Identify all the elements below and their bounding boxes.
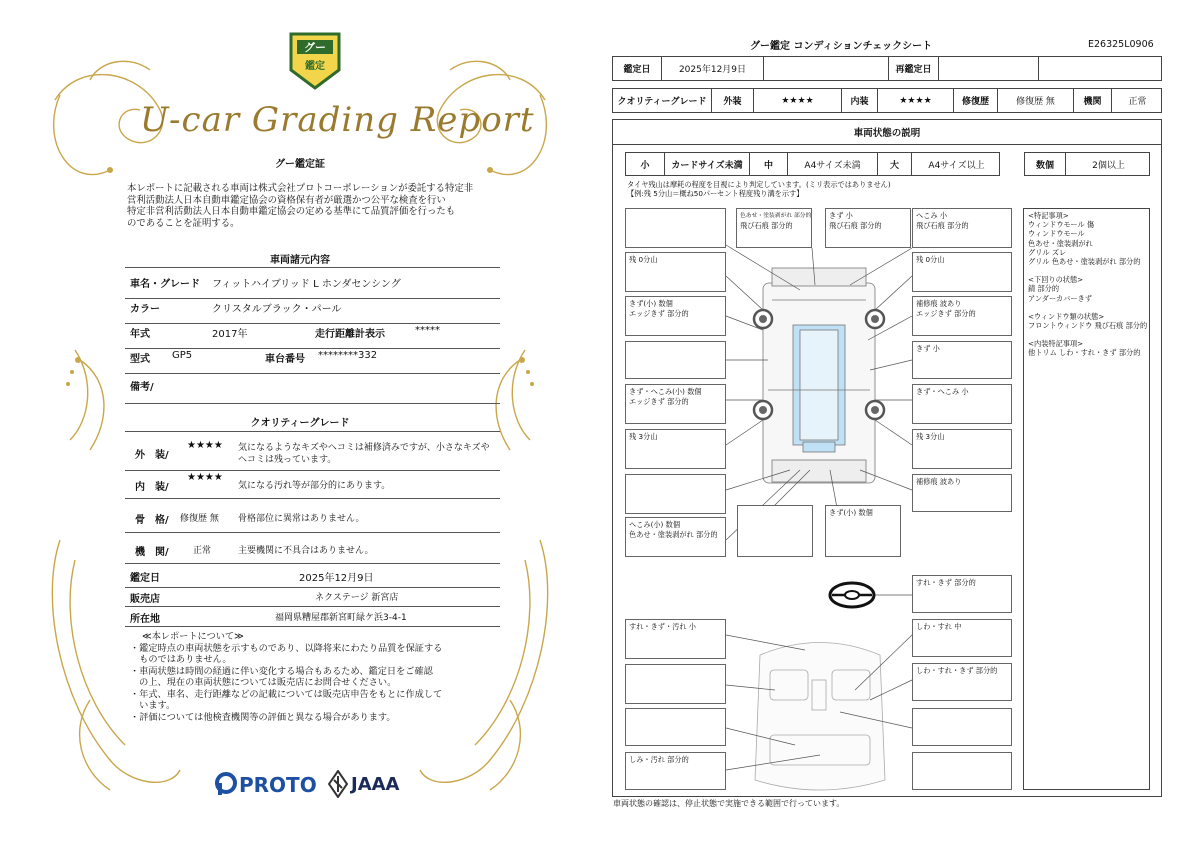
note-line: ・評価については他検査機関等の評価と異なる場合があります。: [130, 711, 396, 723]
spec-heading: 車両諸元内容: [270, 255, 330, 266]
damage-label: [625, 208, 726, 248]
interior-label: しわ・すれ 中: [912, 619, 1012, 657]
spec-value: *****: [415, 325, 440, 336]
spec-label: 型式: [130, 354, 150, 365]
note-line: フロントウィンドウ 飛び石痕 部分的: [1028, 321, 1148, 331]
interior-stars: ★★★★: [877, 89, 953, 112]
quality-label: クオリティーグレード: [617, 97, 707, 107]
spacer: [1028, 303, 1145, 312]
intro-line: 営利活動法人日本自動車鑑定協会の資格保有者が厳選かつ公平な検査を行い: [127, 194, 446, 206]
damage-label: へこみ 小 飛び石痕 部分的: [912, 208, 1012, 248]
grade-label: 骨 格/: [135, 515, 169, 526]
star-rating: ★★★★: [187, 472, 223, 483]
note-line: 色あせ・塗装剥がれ: [1028, 238, 1093, 248]
engine-value: 正常: [1111, 89, 1163, 112]
spec-value: 2017年: [212, 329, 248, 340]
spec-row-name: [125, 275, 500, 299]
note-line: <下回りの状態>: [1028, 275, 1084, 285]
svg-text:グー: グー: [304, 41, 326, 54]
tire-note: タイヤ残山は摩耗の程度を目視により判定しています。(ミリ表示ではありません): [627, 180, 891, 189]
address-label: 所在地: [130, 614, 160, 625]
spec-value: ********332: [318, 350, 378, 361]
spec-label: カラー: [130, 304, 160, 315]
interior-label: [625, 664, 726, 704]
svg-text:鑑定: 鑑定: [305, 61, 325, 72]
address-value: 福岡県糟屋郡新宮町緑ケ浜3-4-1: [275, 613, 407, 623]
condition-heading: 車両状態の説明: [612, 119, 1162, 145]
grade-text: 気になる汚れ等が部分的にあります。: [238, 481, 391, 491]
date-label: 鑑定日: [623, 65, 651, 75]
notes-heading: ≪本レポートについて≫: [142, 631, 244, 642]
spec-label: 走行距離計表示: [315, 329, 385, 340]
note-line: グリル ズレ: [1028, 247, 1067, 257]
spec-row-year: [125, 325, 500, 349]
spec-label: 車名・グレード: [130, 279, 200, 290]
spec-value: クリスタルブラック・パール: [212, 304, 342, 315]
sheet-footer: 車両状態の確認は、停止状態で実施できる範囲で行っています。: [613, 799, 845, 808]
spec-row-model: [125, 350, 500, 374]
grade-value: 修復歴 無: [180, 514, 219, 524]
note-line: ウィンドウモール 傷: [1028, 220, 1095, 230]
size-mid-desc: A4サイズ未満: [787, 153, 877, 175]
grade-value: 正常: [193, 546, 212, 556]
note-line: アンダーカバーきず: [1028, 293, 1092, 303]
note-line: ウィンドウモール: [1028, 229, 1085, 239]
spec-value: GP5: [172, 350, 193, 361]
grade-row-frame: [125, 507, 500, 533]
date-value: 2025年12月9日: [299, 573, 374, 584]
spec-row-remarks: [125, 378, 500, 404]
count-desc: 2個以上: [1065, 153, 1151, 175]
dealer-value: ネクステージ 新宮店: [315, 593, 399, 603]
grade-row-interior: [125, 472, 500, 499]
special-notes: [1023, 208, 1150, 790]
interior-label: しわ・すれ・きず 部分的: [912, 663, 1012, 701]
spec-label: 備考/: [130, 382, 154, 393]
size-mid: 中: [749, 153, 787, 175]
tire-label: 残 3分山: [625, 429, 726, 469]
spacer: [1028, 266, 1145, 275]
certificate-heading: グー鑑定証: [275, 159, 325, 170]
damage-label: きず・へこみ(小) 数個 エッジきず 部分的: [625, 384, 726, 424]
jaaa-logo: JAAA: [351, 774, 400, 795]
exterior-stars: ★★★★: [753, 89, 841, 112]
divider: [125, 430, 500, 432]
certificate-intro: [127, 183, 499, 229]
interior-label: [912, 708, 1012, 746]
size-small-desc: カードサイズ未満: [664, 153, 749, 175]
damage-label: 補修痕 波あり エッジきず 部分的: [912, 296, 1012, 336]
star-rating: ★★★★: [187, 440, 223, 451]
sheet-code: E26325L0906: [1088, 39, 1154, 50]
damage-label: きず(小) 数個 エッジきず 部分的: [625, 296, 726, 336]
interior-label: 内装: [841, 89, 877, 112]
engine-label: 機関: [1073, 89, 1111, 112]
steering-wheel-icon: [830, 583, 874, 607]
tire-label: 残 0分山: [912, 252, 1012, 292]
note-line: <ウィンドウ類の状態>: [1028, 311, 1105, 321]
grade-row-exterior: [125, 438, 500, 471]
size-small: 小: [640, 160, 650, 171]
note-line: います。: [130, 700, 176, 711]
size-large-desc: A4サイズ以上: [911, 153, 1001, 175]
damage-label: きず 小: [912, 341, 1012, 379]
inspection-date-row: [125, 569, 500, 588]
note-line: ものではありません。: [130, 654, 232, 665]
exterior-label: 外装: [711, 89, 753, 112]
count-label: 数個: [1035, 160, 1054, 171]
damage-label: [625, 341, 726, 379]
goo-appraisal-badge: [287, 30, 343, 92]
note-line: グリル 色あせ・塗装剥がれ 部分的: [1028, 257, 1141, 267]
spec-label: 年式: [130, 329, 150, 340]
damage-label: きず・へこみ 小: [912, 384, 1012, 424]
grade-text: 骨格部位に異常はありません。: [238, 514, 365, 524]
interior-label: すれ・きず 部分的: [912, 575, 1012, 613]
proto-logo: PROTO: [239, 773, 317, 797]
tire-note-example: 【例:残 5分山＝概ね50パーセント程度残り溝を示す】: [627, 189, 804, 198]
spacer: [1028, 330, 1145, 339]
grade-text: ヘコミは残っています。: [238, 455, 337, 465]
condition-check-sheet: [600, 0, 1200, 848]
damage-label: きず 小 飛び石痕 部分的: [825, 208, 911, 248]
dealer-row: [125, 590, 500, 607]
grade-text: 主要機関に不具合はありません。: [238, 546, 374, 556]
note-line: <内装特記事項>: [1028, 339, 1084, 349]
grade-label: 内 装/: [135, 482, 169, 493]
grade-label: 機 関/: [135, 547, 169, 558]
interior-label: [625, 708, 726, 746]
note-line: 他トリム しわ・すれ・きず 部分的: [1028, 348, 1141, 358]
interior-label: [912, 752, 1012, 790]
damage-label: 色あせ・塗装剥がれ 部分的 飛び石痕 部分的: [736, 208, 812, 248]
tire-label: 残 3分山: [912, 429, 1012, 469]
note-line: <特記事項>: [1028, 211, 1069, 220]
note-line: の上、現在の車両状態については販売店にお問合せください。: [130, 677, 397, 688]
jaaa-logo-icon: [328, 770, 348, 798]
grade-heading: クオリティーグレード: [250, 418, 350, 429]
report-notes: [130, 631, 500, 723]
repair-label: 修復歴: [953, 89, 997, 112]
damage-label: [737, 505, 813, 557]
intro-line: 特定非営利活動法人日本自動車鑑定協会の定める基準にて品質評価を行ったも: [127, 206, 456, 217]
report-title: U-car Grading Report: [140, 100, 535, 140]
damage-label: 補修痕 波あり: [912, 474, 1012, 512]
dealer-label: 販売店: [130, 594, 160, 605]
grade-label: 外 装/: [135, 450, 169, 461]
repair-value: 修復歴 無: [997, 89, 1073, 112]
damage-label: きず(小) 数個: [825, 505, 901, 557]
reinspect-label: 再鑑定日: [888, 57, 938, 80]
grade-text: 気になるようなキズやヘコミは補修済みですが、小さなキズや: [238, 443, 490, 453]
proto-logo-icon: [215, 772, 237, 796]
spec-value: フィットハイブリッド L ホンダセンシング: [212, 279, 401, 290]
damage-label: [625, 474, 726, 514]
date-label: 鑑定日: [130, 573, 160, 584]
interior-label: しみ・汚れ 部分的: [625, 752, 726, 790]
date-value: 2025年12月9日: [661, 57, 763, 80]
note-line: ・年式、車名、走行距離などの記載については販売店申告をもとに作成して: [130, 688, 443, 700]
tire-label: 残 0分山: [625, 252, 726, 292]
note-line: 錆 部分的: [1028, 284, 1060, 294]
note-line: ・鑑定時点の車両状態を示すものであり、以降将来にわたり品質を保証する: [130, 642, 443, 654]
intro-line: のであることを証明する。: [127, 217, 240, 229]
address-row: [125, 610, 500, 627]
note-line: ・車両状態は時間の経過に伴い変化する場合もあるため、鑑定日をご確認: [130, 665, 433, 677]
interior-label: すれ・きず・汚れ 小: [625, 619, 726, 659]
divider: [125, 266, 500, 268]
spec-row-color: [125, 300, 500, 324]
grade-row-engine: [125, 539, 500, 564]
damage-label: へこみ(小) 数個 色あせ・塗装剥がれ 部分的: [625, 517, 726, 557]
size-large: 大: [877, 153, 911, 175]
intro-line: 本レポートに記載される車両は株式会社プロトコーポレーションが委託する特定非: [127, 183, 474, 194]
footer-logos: [215, 770, 415, 800]
sheet-title: グー鑑定 コンディションチェックシート: [750, 41, 933, 52]
spec-label: 車台番号: [265, 354, 305, 365]
